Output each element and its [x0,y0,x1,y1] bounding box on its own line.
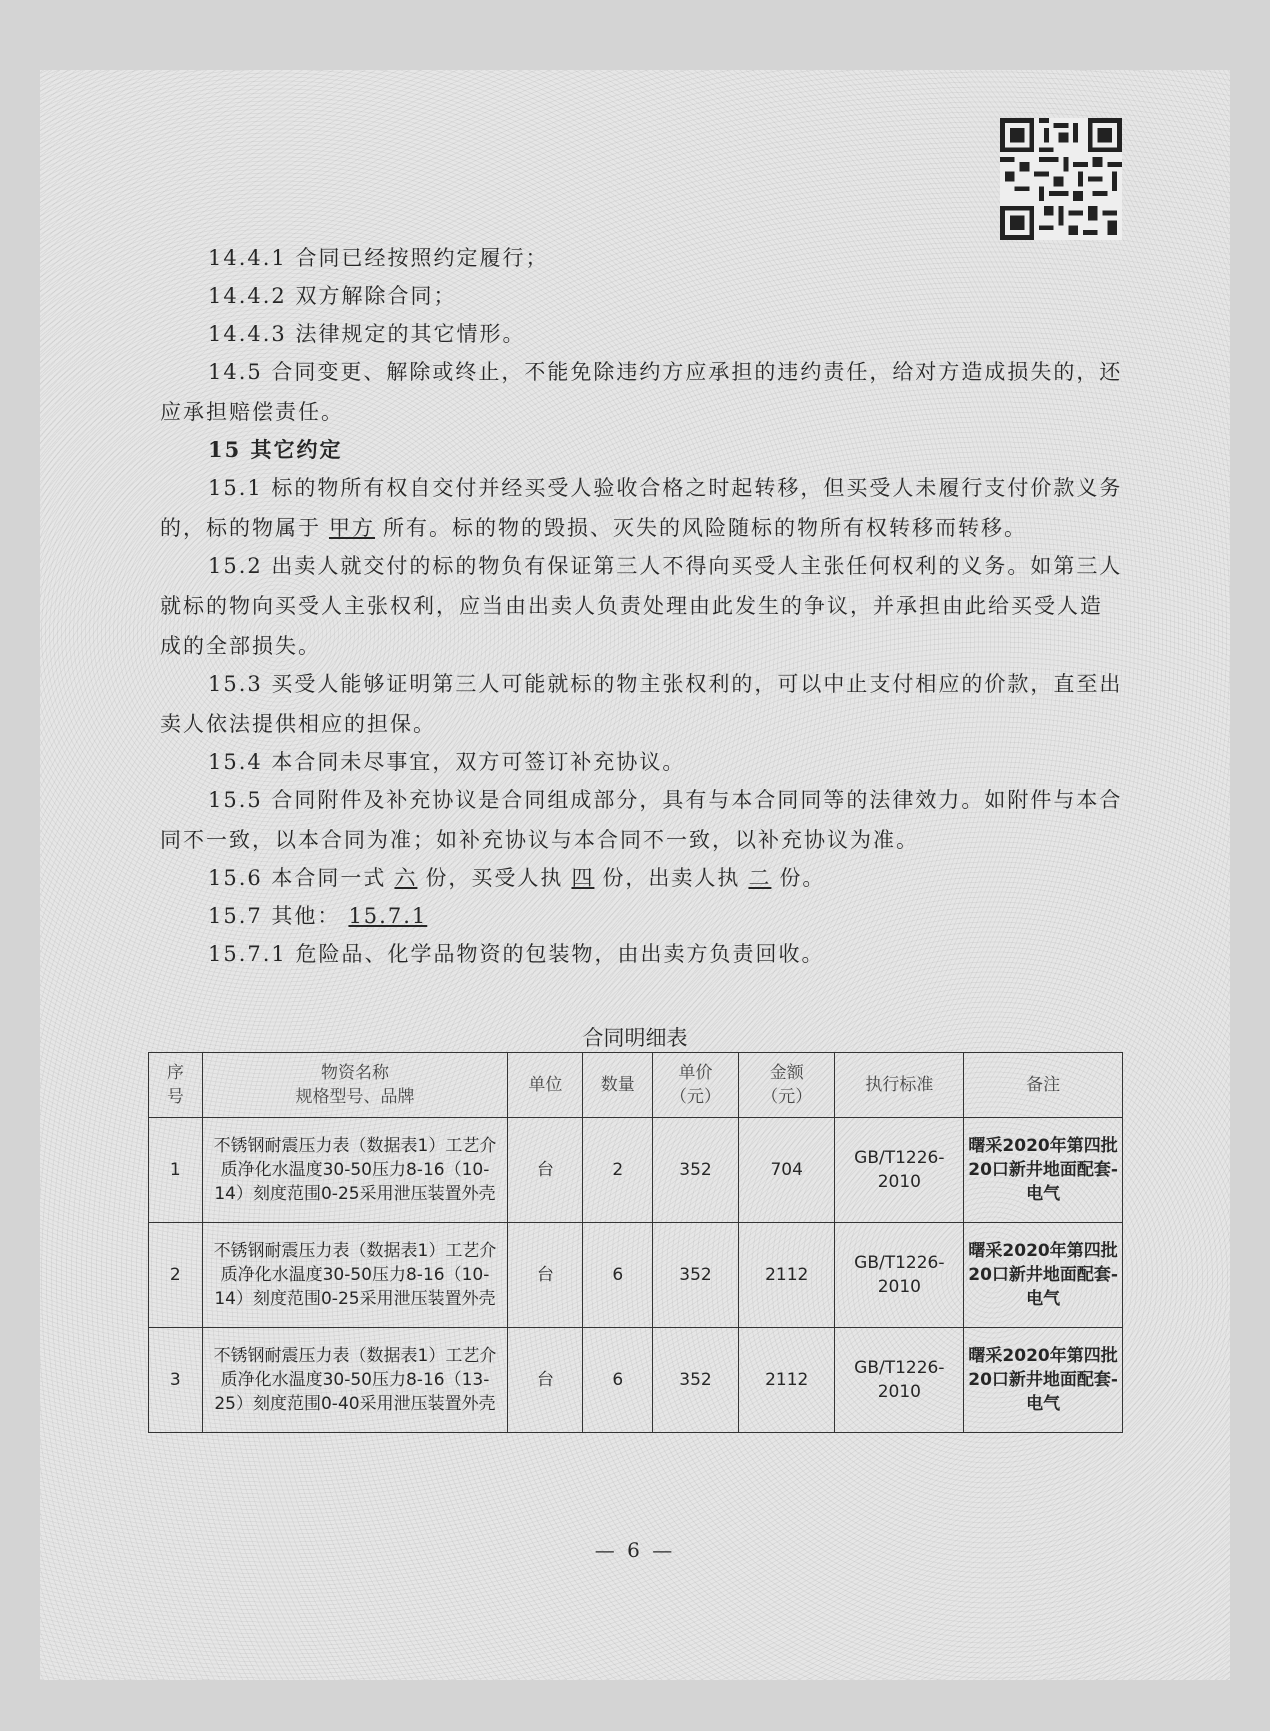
clause-14-4-1: 14.4.1 合同已经按照约定履行； [208,246,549,270]
header-price-line2: （元） [670,1087,722,1107]
clause-15-1 [160,468,1125,548]
cell-qty: 2 [583,1118,653,1223]
clause-15-4: 15.4 本合同未尽事宜，双方可签订补充协议。 [208,750,686,774]
header-amount [738,1053,835,1118]
contract-detail-table [148,1052,1123,1433]
cell-unit: 台 [508,1118,583,1223]
header-note: 备注 [964,1053,1123,1118]
cell-unit: 台 [508,1328,583,1433]
header-name [202,1053,508,1118]
clause-15-6-text-a: 15.6 本合同一式 [208,866,387,890]
header-price-line1: 单价 [678,1063,713,1083]
owner-fill: 甲方 [329,516,375,540]
cell-name: 不锈钢耐震压力表（数据表1）工艺介质净化水温度30-50压力8-16（10-14）刻度范围0-25采用泄压装置外壳 [202,1223,508,1328]
cell-seq: 3 [149,1328,203,1433]
clause-15-7 [160,896,1125,936]
cell-standard [835,1118,964,1223]
cell-unit: 台 [508,1223,583,1328]
clause-15-7-1: 15.7.1 危险品、化学品物资的包装物，由出卖方负责回收。 [208,942,825,966]
clause-15-2: 15.2 出卖人就交付的标的物负有保证第三人不得向买受人主张任何权利的义务。如第三人就标的物向买受人主张权利，应当由出卖人负责处理由此发生的争议，并承担由此给买受人造成的全部损失。 [160,554,1123,658]
header-amount-line1: 金额 [769,1063,804,1083]
cell-standard-line2: 2010 [877,1382,921,1402]
clause-14-4-2: 14.4.2 双方解除合同； [208,284,457,308]
cell-price: 352 [653,1118,739,1223]
copies-total-fill: 六 [394,866,418,890]
header-seq [149,1053,203,1118]
clause-15-6-text-d: 份。 [779,866,826,890]
cell-standard-line1: GB/T1226- [854,1253,945,1273]
cell-name: 不锈钢耐震压力表（数据表1）工艺介质净化水温度30-50压力8-16（13-25）刻度范围0-40采用泄压装置外壳 [202,1328,508,1433]
cell-note: 曙采2020年第四批20口新井地面配套-电气 [964,1118,1123,1223]
header-seq-line2: 号 [166,1087,184,1107]
header-name-line1: 物资名称 [320,1063,389,1083]
table-title: 合同明细表 [582,1026,688,1050]
cell-price: 352 [653,1223,739,1328]
cell-standard-line2: 2010 [877,1172,921,1192]
header-amount-line2: （元） [761,1087,813,1107]
cell-amount: 2112 [738,1328,835,1433]
header-standard: 执行标准 [835,1053,964,1118]
cell-qty: 6 [583,1328,653,1433]
cell-note: 曙采2020年第四批20口新井地面配套-电气 [964,1223,1123,1328]
clause-14-5: 14.5 合同变更、解除或终止，不能免除违约方应承担的违约责任，给对方造成损失的，还应承担赔偿责任。 [160,360,1123,424]
table-header-row [149,1053,1123,1118]
buyer-copies-fill: 四 [571,866,595,890]
header-seq-line1: 序 [166,1063,184,1083]
other-fill: 15.7.1 [348,904,428,928]
cell-price: 352 [653,1328,739,1433]
header-price [653,1053,739,1118]
cell-standard-line1: GB/T1226- [854,1358,945,1378]
qr-code-icon [1000,118,1122,240]
clause-15-6 [160,858,1125,898]
cell-note: 曙采2020年第四批20口新井地面配套-电气 [964,1328,1123,1433]
clause-15-6-text-c: 份，出卖人执 [602,866,741,890]
clause-15-1-text-b: 所有。标的物的毁损、灭失的风险随标的物所有权转移而转移。 [383,516,1027,540]
cell-qty: 6 [583,1223,653,1328]
cell-amount: 2112 [738,1223,835,1328]
cell-seq: 2 [149,1223,203,1328]
header-qty: 数量 [583,1053,653,1118]
seller-copies-fill: 二 [748,866,772,890]
table-row [149,1223,1123,1328]
clause-15-3: 15.3 买受人能够证明第三人可能就标的物主张权利的，可以中止支付相应的价款，直至出卖人依法提供相应的担保。 [160,672,1123,736]
section-15-heading: 15 其它约定 [208,437,343,462]
table-row [149,1328,1123,1433]
clause-14-4-3: 14.4.3 法律规定的其它情形。 [208,322,526,346]
cell-standard-line2: 2010 [877,1277,921,1297]
clause-15-1-text-a: 15.1 标的物所有权自交付并经买受人验收合格之时起转移，但买受人未履行支付价款义务的，标的物属于 [160,476,1123,540]
cell-amount: 704 [738,1118,835,1223]
cell-standard [835,1223,964,1328]
clause-15-6-text-b: 份，买受人执 [425,866,564,890]
cell-standard-line1: GB/T1226- [854,1148,945,1168]
header-unit: 单位 [508,1053,583,1118]
cell-standard [835,1328,964,1433]
page-number: — 6 — [594,1538,676,1562]
clause-15-5: 15.5 合同附件及补充协议是合同组成部分，具有与本合同同等的法律效力。如附件与本合同不一致，以本合同为准；如补充协议与本合同不一致，以补充协议为准。 [160,788,1123,852]
cell-seq: 1 [149,1118,203,1223]
clause-15-7-text: 15.7 其他： [208,904,341,928]
table-row [149,1118,1123,1223]
cell-name: 不锈钢耐震压力表（数据表1）工艺介质净化水温度30-50压力8-16（10-14）刻度范围0-25采用泄压装置外壳 [202,1118,508,1223]
header-name-line2: 规格型号、品牌 [295,1087,415,1107]
